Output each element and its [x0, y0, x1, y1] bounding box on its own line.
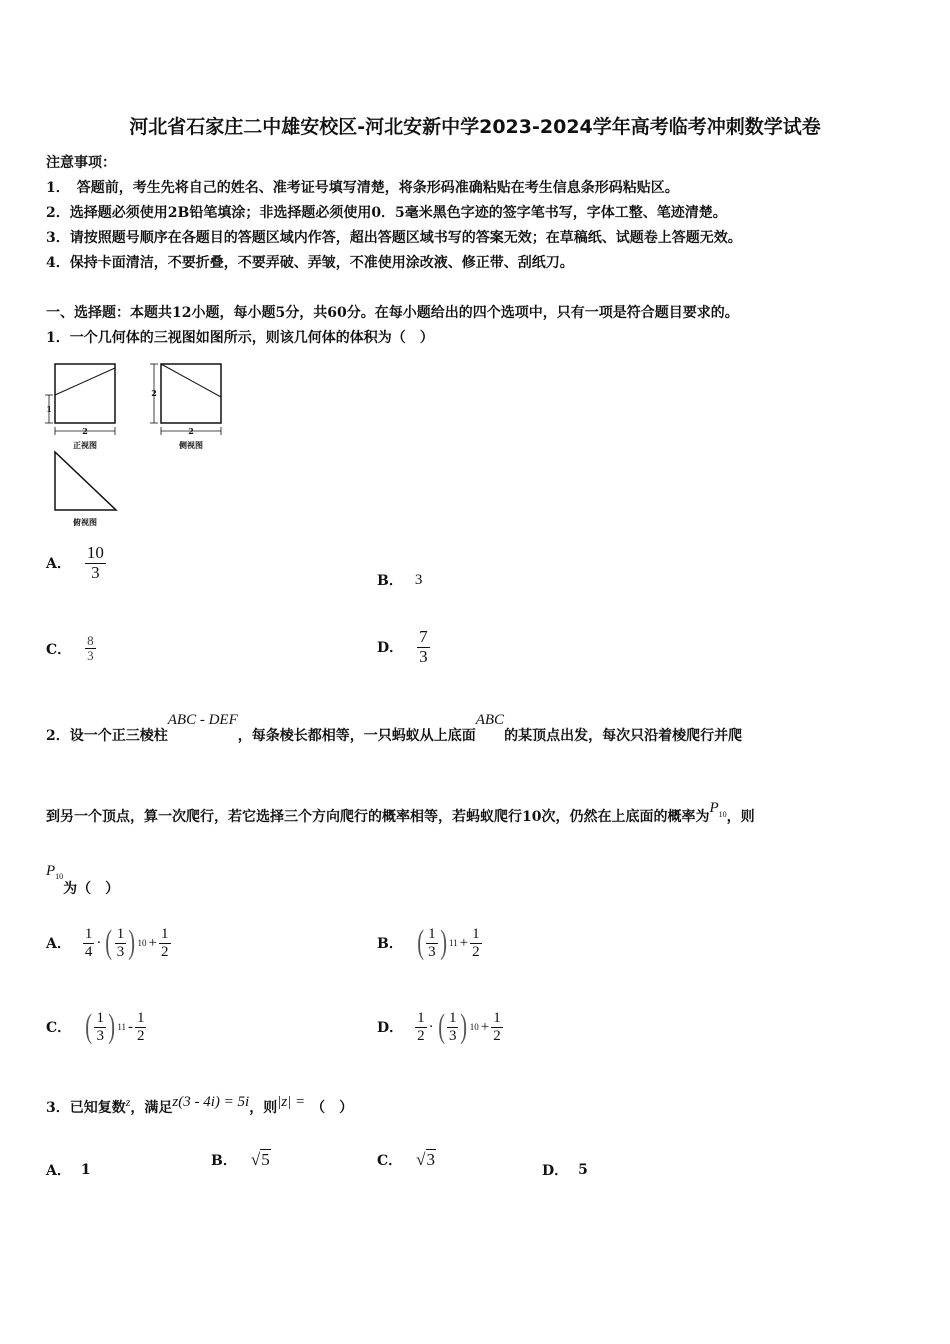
sqrt: √3	[416, 1150, 435, 1169]
notice-item: 3．请按照题号顺序在各题目的答题区域内作答，超出答题区域书写的答案无效；在草稿纸、试题卷上答题无效。	[46, 230, 742, 246]
side-height-label: 2	[151, 388, 157, 398]
side-view	[150, 364, 221, 435]
variable-z: z	[125, 1095, 131, 1109]
fraction: $\frac{10}{3}$	[86, 543, 104, 582]
top-view	[55, 452, 116, 510]
question-1-stem: 1．一个几何体的三视图如图所示，则该几何体的体积为（ ）	[46, 330, 434, 346]
q1-option-b[interactable]: B． 3	[377, 571, 423, 589]
page-title: 河北省石家庄二中雄安校区-河北安新中学2023-2024学年高考临考冲刺数学试卷	[129, 116, 821, 138]
question-3-stem: 3．已知复数z，满足z(3 - 4i) = 5i，则|z| = （ ）	[46, 1094, 354, 1116]
q3-option-a[interactable]: A． 1	[46, 1162, 91, 1179]
face-name: ABC	[475, 712, 505, 728]
q2-option-a[interactable]: A． $\frac{1}{4}$ · ( $\frac{1}{3}$ ) 10 + $\frac{1}{2}$	[46, 924, 169, 961]
top-view-label: 俯视图	[73, 517, 97, 527]
modulus: |z| =	[277, 1094, 306, 1110]
side-width-label: 2	[188, 426, 194, 436]
q1-option-d[interactable]: D． $\frac{7}{3}$	[377, 627, 428, 666]
prism-name: ABC - DEF	[167, 712, 238, 728]
equation: z(3 - 4i) = 5i	[172, 1094, 250, 1110]
q2-option-d[interactable]: D． $\frac{1}{2}$ · ( $\frac{1}{3}$ ) 10 + $\frac{1}{2}$	[377, 1008, 501, 1045]
front-width-label: 2	[82, 426, 88, 436]
side-view-label: 侧视图	[179, 440, 203, 450]
three-view-figure	[40, 355, 240, 535]
q3-option-d[interactable]: D． 5	[542, 1162, 588, 1179]
question-2-line-3: P10为（ ）	[46, 863, 120, 897]
q1-option-a[interactable]: A． $\frac{10}{3}$	[46, 543, 104, 582]
notice-heading: 注意事项：	[46, 155, 116, 171]
front-view-label: 正视图	[73, 440, 97, 450]
sqrt: √5	[250, 1150, 270, 1169]
q1-option-c[interactable]: C． $\frac{8}{3}$	[46, 633, 94, 664]
front-view	[45, 364, 115, 435]
q3-option-c[interactable]: C． √3	[377, 1150, 435, 1169]
notice-item: 4．保持卡面清洁，不要折叠，不要弄破、弄皱，不准使用涂改液、修正带、刮纸刀。	[46, 255, 574, 271]
notice-item: 2．选择题必须使用2B铅笔填涂；非选择题必须使用0．5毫米黑色字迹的签字笔书写，字体工整、笔迹清楚。	[46, 205, 727, 221]
question-2-line-2: 到另一个顶点，算一次爬行，若它选择三个方向爬行的概率相等，若蚂蚁爬行10次，仍然在上底面的概率为$P^{10}$，则	[46, 800, 755, 825]
fraction: $\frac{8}{3}$	[87, 633, 94, 664]
probability-symbol: P	[709, 800, 719, 816]
fraction: $\frac{7}{3}$	[419, 627, 428, 666]
q3-option-b[interactable]: B． √5	[211, 1150, 270, 1169]
section-heading: 一、选择题：本题共12小题，每小题5分，共60分。在每小题给出的四个选项中，只有一项是符合题目要求的。	[46, 305, 739, 321]
front-height-label: 1	[46, 404, 52, 414]
q2-option-b[interactable]: B． ( $\frac{1}{3}$ ) 11 + $\frac{1}{2}$	[377, 924, 480, 961]
question-2-line-1: 2．设一个正三棱柱ABC - DEF，每条棱长都相等，一只蚂蚁从上底面ABC的某顶点出发，每次只沿着棱爬行并爬	[46, 712, 743, 744]
notice-item: 1． 答题前，考生先将自己的姓名、准考证号填写清楚，将条形码准确粘贴在考生信息条形码粘贴区。	[46, 180, 679, 196]
q2-option-c[interactable]: C． ( $\frac{1}{3}$ ) 11 - $\frac{1}{2}$	[46, 1008, 145, 1045]
